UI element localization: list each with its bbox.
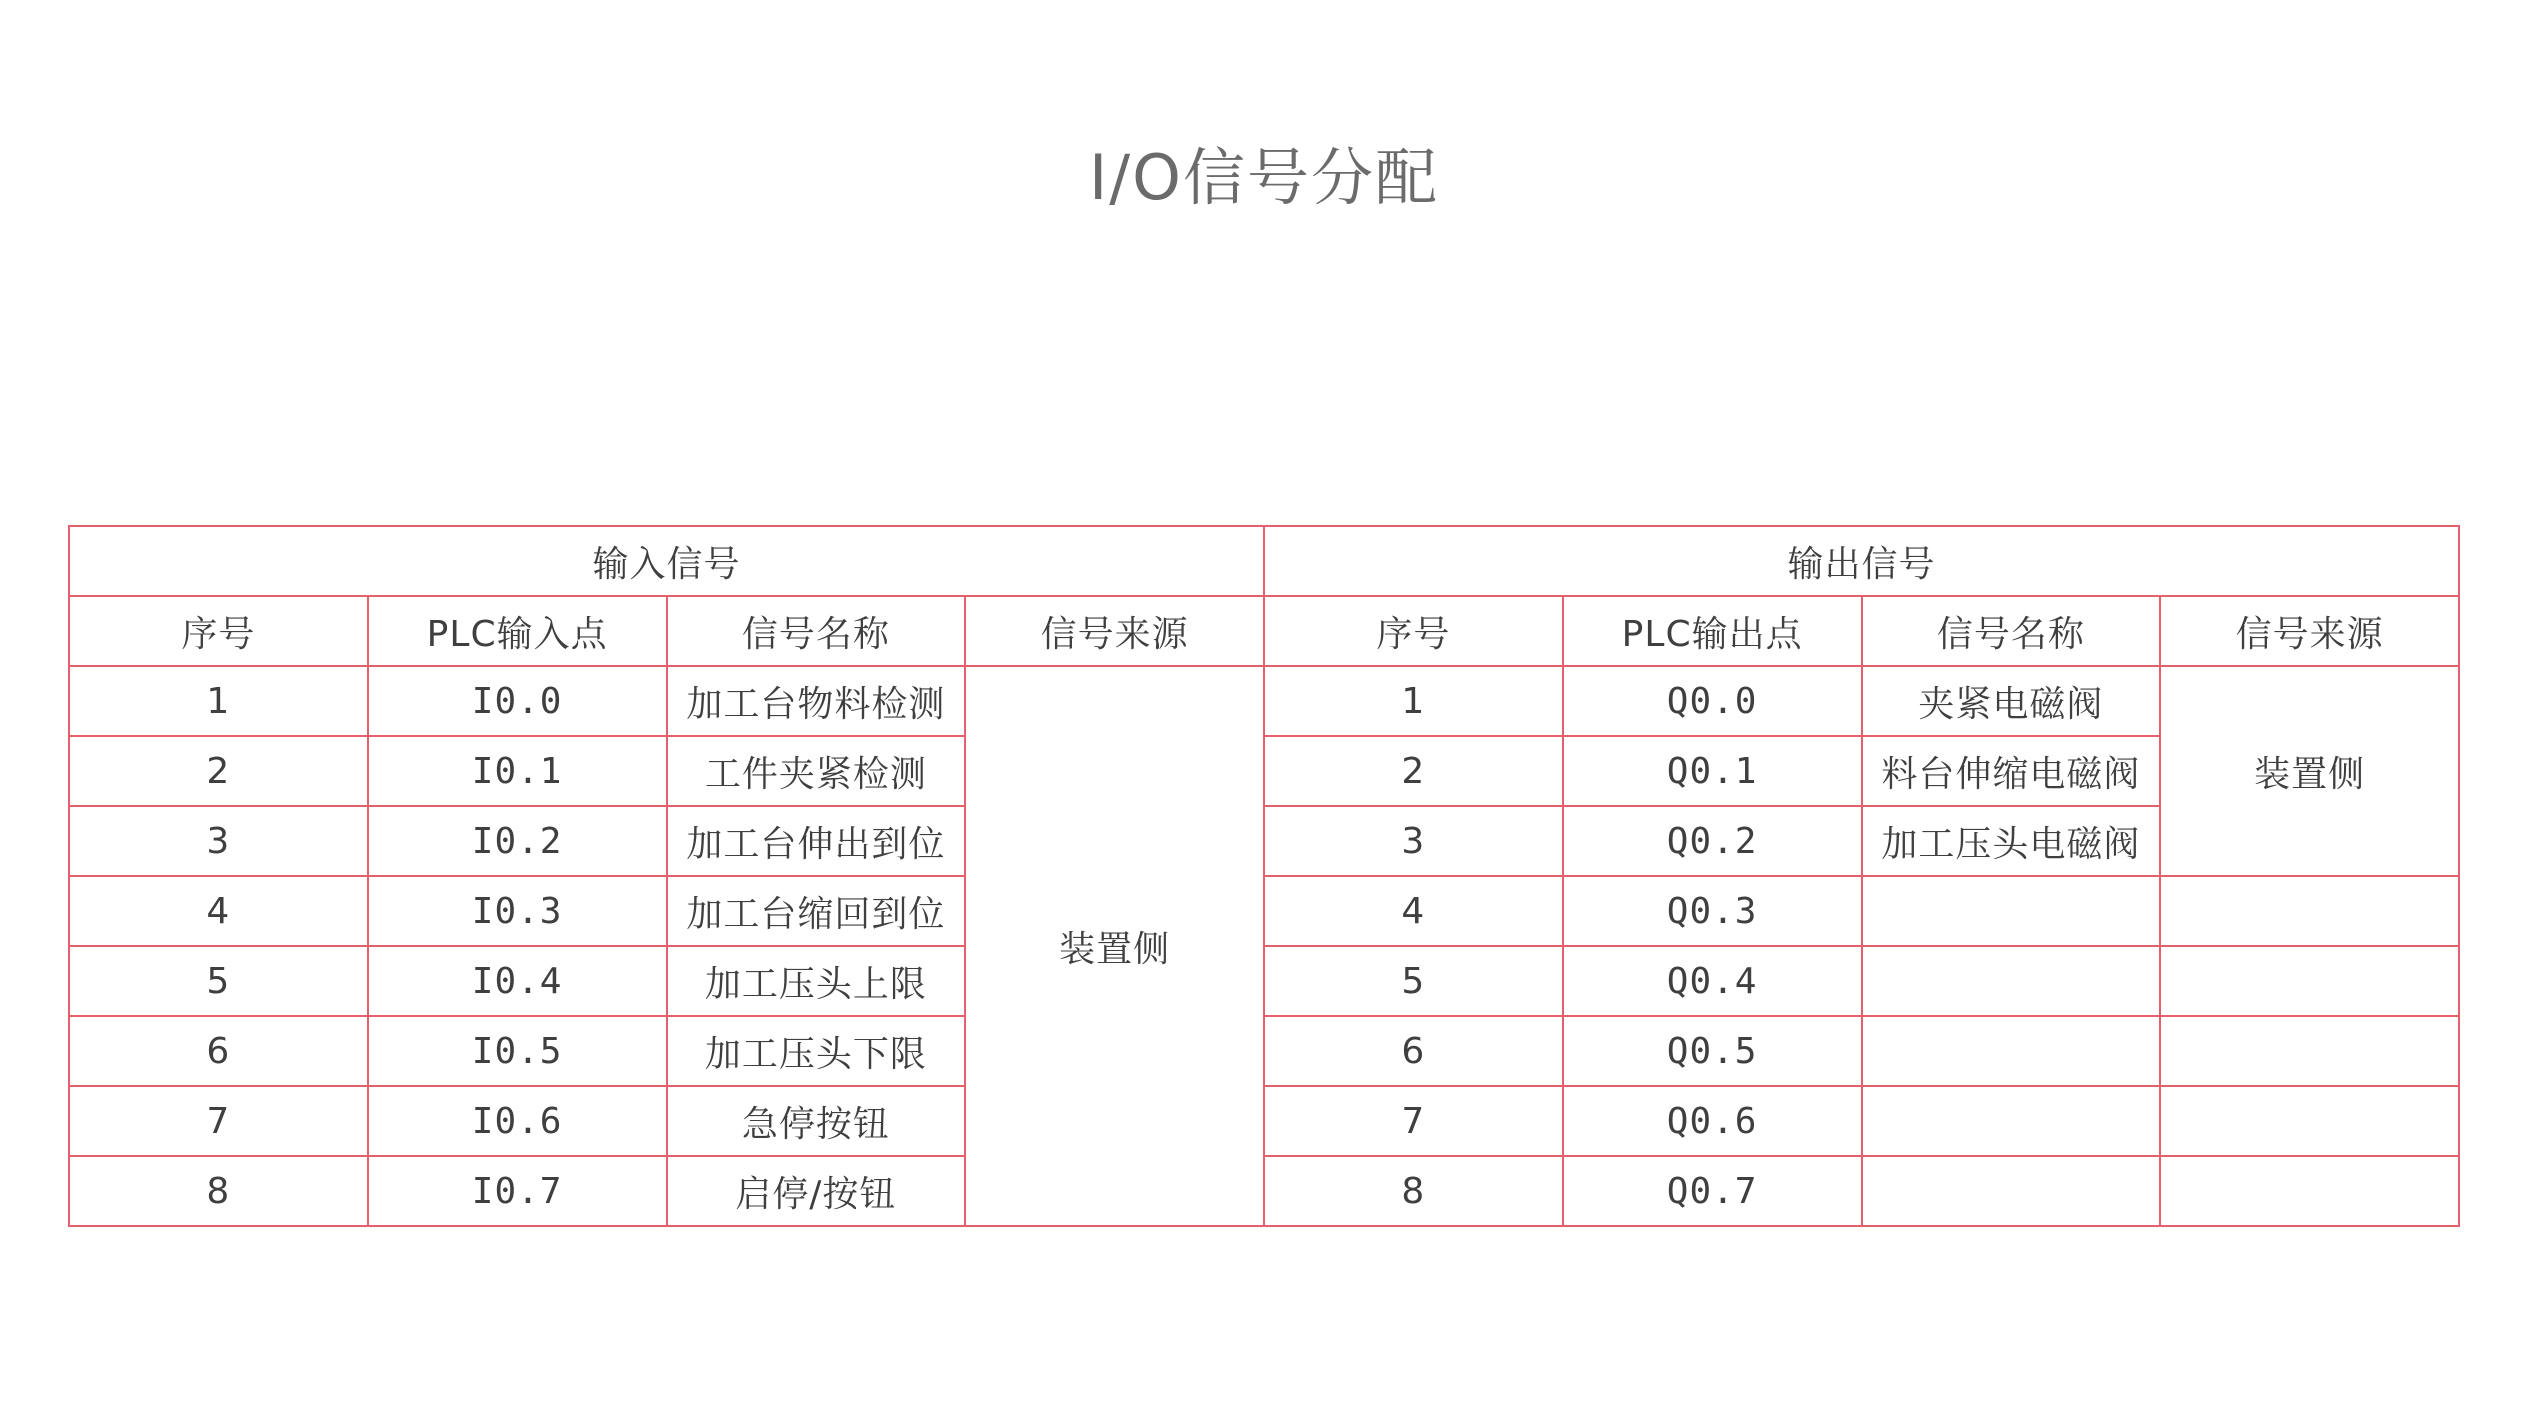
col-header-input-no: 序号 bbox=[69, 596, 368, 666]
input-name: 加工压头上限 bbox=[667, 946, 966, 1016]
input-point: I0.3 bbox=[368, 876, 667, 946]
table-column-header-row bbox=[69, 596, 2459, 666]
input-no: 7 bbox=[69, 1086, 368, 1156]
input-no: 4 bbox=[69, 876, 368, 946]
input-no: 2 bbox=[69, 736, 368, 806]
io-signal-table bbox=[68, 525, 2460, 1227]
input-name: 启停/按钮 bbox=[667, 1156, 966, 1226]
col-header-output-point: PLC输出点 bbox=[1563, 596, 1862, 666]
output-source-empty bbox=[2160, 1156, 2459, 1226]
output-no: 1 bbox=[1264, 666, 1563, 736]
input-no: 8 bbox=[69, 1156, 368, 1226]
output-no: 4 bbox=[1264, 876, 1563, 946]
output-point: Q0.0 bbox=[1563, 666, 1862, 736]
output-name: 加工压头电磁阀 bbox=[1862, 806, 2161, 876]
output-name bbox=[1862, 1156, 2161, 1226]
input-name: 加工台缩回到位 bbox=[667, 876, 966, 946]
table-row bbox=[69, 806, 2459, 876]
input-name: 加工台物料检测 bbox=[667, 666, 966, 736]
output-source-empty bbox=[2160, 876, 2459, 946]
input-point: I0.6 bbox=[368, 1086, 667, 1156]
input-name: 加工台伸出到位 bbox=[667, 806, 966, 876]
output-point: Q0.1 bbox=[1563, 736, 1862, 806]
output-source-empty bbox=[2160, 946, 2459, 1016]
group-header-input: 输入信号 bbox=[69, 526, 1264, 596]
table-row bbox=[69, 876, 2459, 946]
output-name: 夹紧电磁阀 bbox=[1862, 666, 2161, 736]
output-point: Q0.2 bbox=[1563, 806, 1862, 876]
table-row bbox=[69, 1016, 2459, 1086]
input-point: I0.4 bbox=[368, 946, 667, 1016]
input-point: I0.7 bbox=[368, 1156, 667, 1226]
input-no: 3 bbox=[69, 806, 368, 876]
table-row bbox=[69, 1086, 2459, 1156]
input-no: 1 bbox=[69, 666, 368, 736]
group-header-output: 输出信号 bbox=[1264, 526, 2459, 596]
input-point: I0.0 bbox=[368, 666, 667, 736]
table-row bbox=[69, 946, 2459, 1016]
output-point: Q0.7 bbox=[1563, 1156, 1862, 1226]
input-no: 5 bbox=[69, 946, 368, 1016]
col-header-input-point: PLC输入点 bbox=[368, 596, 667, 666]
input-no: 6 bbox=[69, 1016, 368, 1086]
output-name bbox=[1862, 946, 2161, 1016]
table-row bbox=[69, 1156, 2459, 1226]
output-name bbox=[1862, 876, 2161, 946]
output-no: 2 bbox=[1264, 736, 1563, 806]
output-no: 5 bbox=[1264, 946, 1563, 1016]
io-table-container bbox=[68, 525, 2460, 1227]
output-point: Q0.3 bbox=[1563, 876, 1862, 946]
output-point: Q0.5 bbox=[1563, 1016, 1862, 1086]
input-source: 装置侧 bbox=[965, 666, 1264, 1226]
output-no: 7 bbox=[1264, 1086, 1563, 1156]
output-source: 装置侧 bbox=[2160, 666, 2459, 876]
output-name: 料台伸缩电磁阀 bbox=[1862, 736, 2161, 806]
input-point: I0.5 bbox=[368, 1016, 667, 1086]
col-header-output-no: 序号 bbox=[1264, 596, 1563, 666]
table-row bbox=[69, 736, 2459, 806]
output-source-empty bbox=[2160, 1086, 2459, 1156]
output-point: Q0.6 bbox=[1563, 1086, 1862, 1156]
input-point: I0.1 bbox=[368, 736, 667, 806]
col-header-output-source: 信号来源 bbox=[2160, 596, 2459, 666]
output-no: 8 bbox=[1264, 1156, 1563, 1226]
output-no: 3 bbox=[1264, 806, 1563, 876]
input-point: I0.2 bbox=[368, 806, 667, 876]
output-source-empty bbox=[2160, 1016, 2459, 1086]
table-group-header-row bbox=[69, 526, 2459, 596]
output-name bbox=[1862, 1086, 2161, 1156]
output-name bbox=[1862, 1016, 2161, 1086]
page-title: I/O信号分配 bbox=[1089, 141, 1439, 214]
output-point: Q0.4 bbox=[1563, 946, 1862, 1016]
col-header-output-name: 信号名称 bbox=[1862, 596, 2161, 666]
input-name: 急停按钮 bbox=[667, 1086, 966, 1156]
input-name: 加工压头下限 bbox=[667, 1016, 966, 1086]
table-row bbox=[69, 666, 2459, 736]
output-no: 6 bbox=[1264, 1016, 1563, 1086]
col-header-input-source: 信号来源 bbox=[965, 596, 1264, 666]
input-name: 工件夹紧检测 bbox=[667, 736, 966, 806]
col-header-input-name: 信号名称 bbox=[667, 596, 966, 666]
